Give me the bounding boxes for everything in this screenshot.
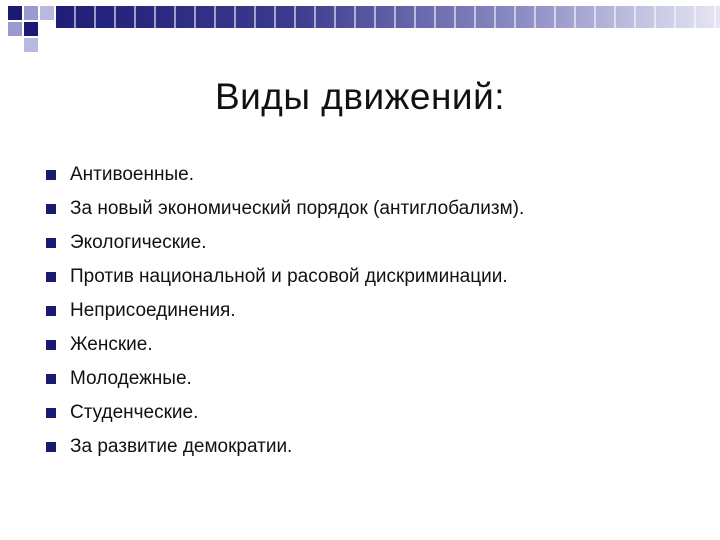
bullet-item bbox=[46, 198, 524, 232]
square-bullet-icon bbox=[46, 204, 56, 214]
bullet-text: За новый экономический порядок (антиглобализм). bbox=[70, 198, 525, 219]
decor-square bbox=[24, 38, 38, 52]
slide-title: Виды движений: bbox=[214, 76, 506, 117]
bullet-text: Молодежные. bbox=[70, 368, 192, 389]
square-bullet-icon bbox=[46, 374, 56, 384]
bullet-list bbox=[46, 164, 524, 470]
square-bullet-icon bbox=[46, 238, 56, 248]
bullet-text: За развитие демократии. bbox=[70, 436, 293, 457]
decor-square bbox=[24, 22, 38, 36]
bullet-item bbox=[46, 300, 524, 334]
decor-square bbox=[8, 22, 22, 36]
bullet-text: Студенческие. bbox=[70, 402, 199, 423]
decor-square bbox=[8, 6, 22, 20]
square-bullet-icon bbox=[46, 272, 56, 282]
bullet-text: Антивоенные. bbox=[70, 164, 194, 185]
bullet-item bbox=[46, 368, 524, 402]
decor-square bbox=[24, 6, 38, 20]
square-bullet-icon bbox=[46, 340, 56, 350]
bullet-text: Неприсоединения. bbox=[70, 300, 236, 321]
header-bar-stripes bbox=[56, 6, 720, 28]
bullet-item bbox=[46, 436, 524, 470]
square-bullet-icon bbox=[46, 170, 56, 180]
bullet-item bbox=[46, 164, 524, 198]
bullet-text: Женские. bbox=[70, 334, 153, 355]
bullet-item bbox=[46, 232, 524, 266]
square-bullet-icon bbox=[46, 442, 56, 452]
bullet-item bbox=[46, 334, 524, 368]
bullet-text: Против национальной и расовой дискриминации. bbox=[70, 266, 508, 287]
bullet-item bbox=[46, 266, 524, 300]
square-bullet-icon bbox=[46, 306, 56, 316]
decor-square bbox=[40, 6, 54, 20]
bullet-text: Экологические. bbox=[70, 232, 207, 253]
bullet-item bbox=[46, 402, 524, 436]
square-bullet-icon bbox=[46, 408, 56, 418]
header-gradient-bar bbox=[56, 6, 720, 28]
